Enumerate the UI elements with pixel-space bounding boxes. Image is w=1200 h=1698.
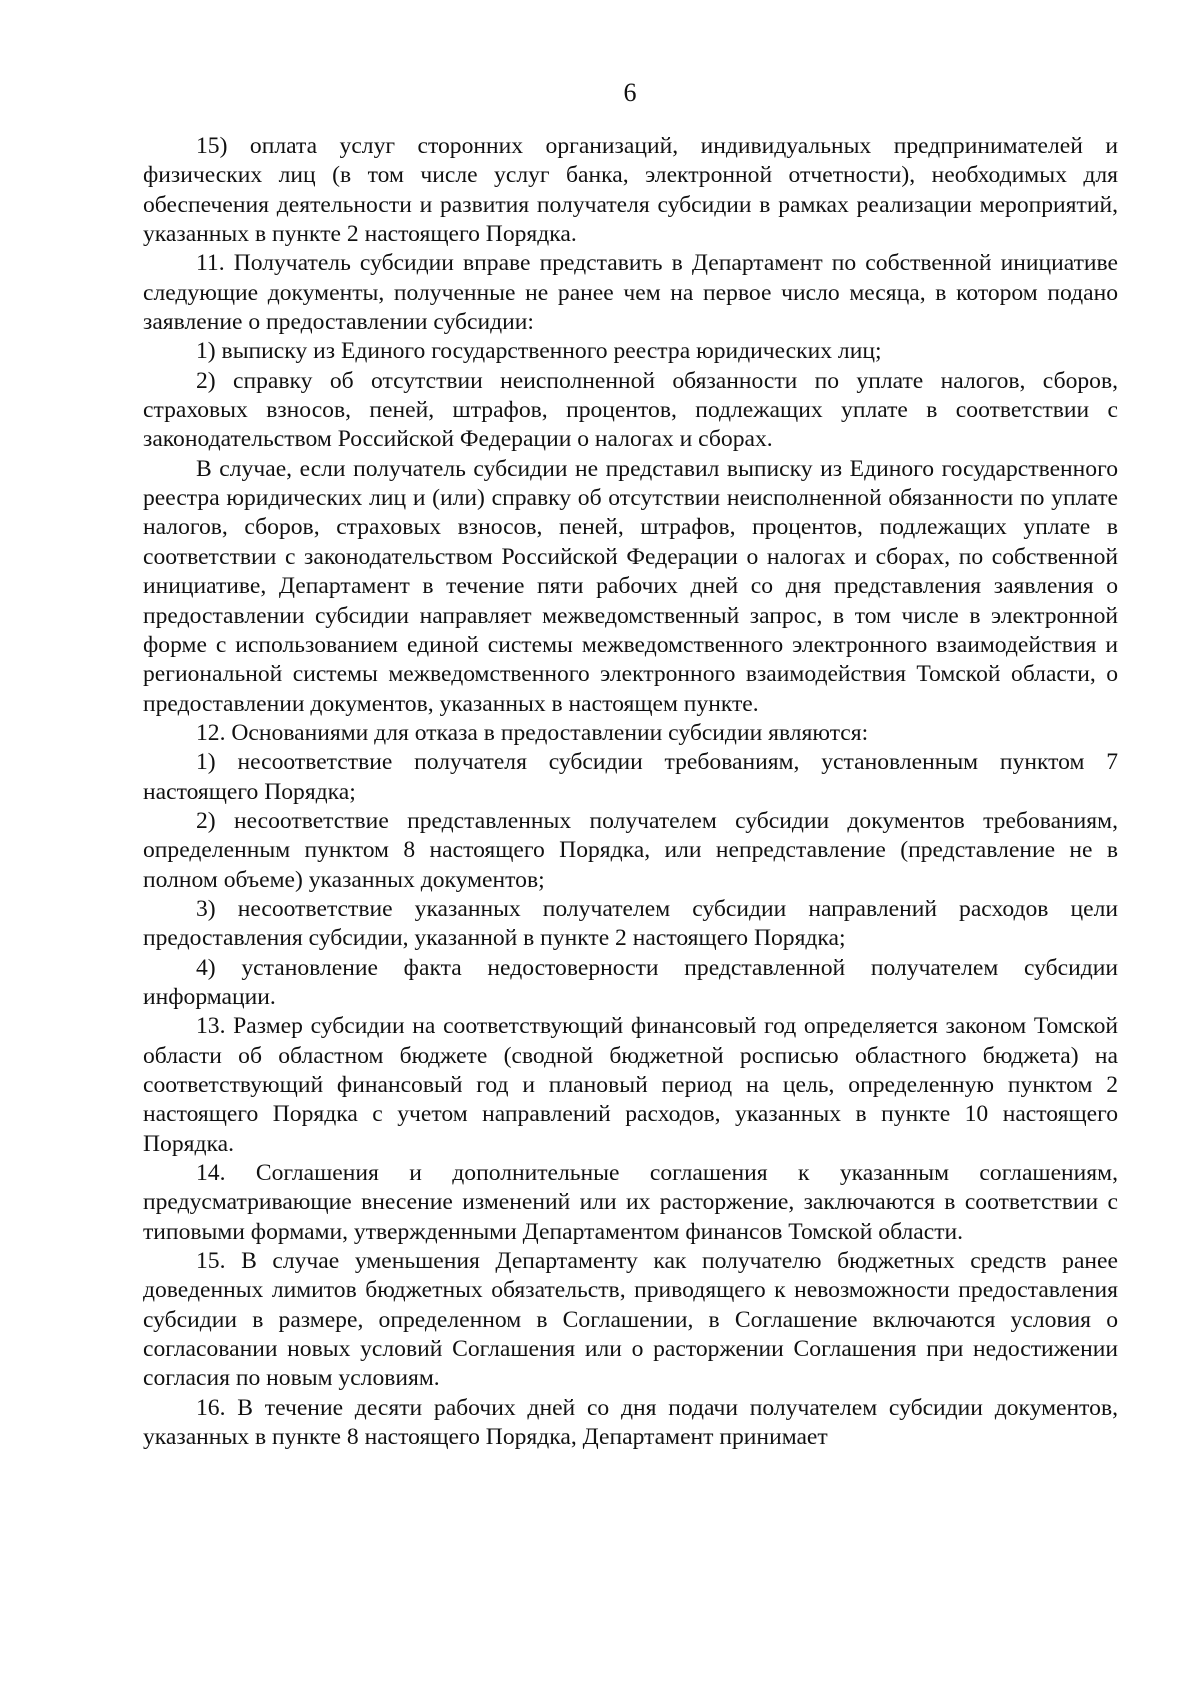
paragraph-clause-12-item-4: 4) установление факта недостоверности представленной получателем субсидии информации. (143, 954, 1118, 1010)
page-number: 6 (623, 78, 637, 107)
paragraph-item-15-services: 15) оплата услуг сторонних организаций, индивидуальных предпринимателей и физических лиц (в том числе услуг банка, электронной отчетности), необходимых для обеспечения деятельности и развития получателя субсидии в рамках реализации мероприятий, указанных в пункте 2 настоящего Порядка. (143, 133, 1118, 248)
paragraph-clause-13: 13. Размер субсидии на соответствующий финансовый год определяется законом Томской области об областном бюджете (сводной бюджетной росписью областного бюджета) на соответствующий финансовый год и плановый период на цель, определенную пунктом 2 настоящего Порядка с учетом направлений расходов, указанных в пункте 10 настоящего Порядка. (143, 1013, 1118, 1157)
paragraph-clause-12-item-1: 1) несоответствие получателя субсидии требованиям, установленным пунктом 7 настоящего Порядка; (143, 749, 1118, 805)
document-body (143, 132, 1118, 1452)
paragraph-clause-11: 11. Получатель субсидии вправе представить в Департамент по собственной инициативе следующие документы, полученные не ранее чем на первое число месяца, в котором подано заявление о предоставлении субсидии: (143, 250, 1118, 336)
paragraph-clause-11-item-1: 1) выписку из Единого государственного реестра юридических лиц; (196, 338, 882, 365)
paragraph-clause-15: 15. В случае уменьшения Департаменту как получателю бюджетных средств ранее доведенных лимитов бюджетных обязательств, приводящего к невозможности предоставления субсидии в размере, определенном в Соглашении, в Соглашение включаются условия о согласовании новых условий Соглашения или о расторжении Соглашения при недостижении согласия по новым условиям. (143, 1248, 1118, 1392)
paragraph-clause-12-item-3: 3) несоответствие указанных получателем субсидии направлений расходов цели предоставления субсидии, указанной в пункте 2 настоящего Порядка; (143, 895, 1118, 952)
paragraph-clause-16: 16. В течение десяти рабочих дней со дня подачи получателем субсидии документов, указанных в пункте 8 настоящего Порядка, Департамент принимает (143, 1394, 1118, 1451)
paragraph-clause-11-interagency-request: В случае, если получатель субсидии не представил выписку из Единого государственного реестра юридических лиц и (или) справку об отсутствии неисполненной обязанности по уплате налогов, сборов, страховых взносов, пеней, штрафов, процентов, подлежащих уплате в соответствии с законодательством Российской Федерации о налогах и сборах, по собственной инициативе, Департамент в течение пяти рабочих дней со дня представления заявления о предоставлении субсидии направляет межведомственный запрос, в том числе в электронной форме с использованием единой системы межведомственного электронного взаимодействия и региональной системы межведомственного электронного взаимодействия Томской области, о предоставлении документов, указанных в настоящем пункте. (143, 455, 1118, 717)
paragraph-clause-14: 14. Соглашения и дополнительные соглашения к указанным соглашениям, предусматривающие внесение изменений или их расторжение, заключаются в соответствии с типовыми формами, утвержденными Департаментом финансов Томской области. (143, 1160, 1118, 1245)
paragraph-clause-12-item-2: 2) несоответствие представленных получателем субсидии документов требованиям, определенным пунктом 8 настоящего Порядка, или непредставление (представление не в полном объеме) указанных документов; (143, 807, 1118, 893)
paragraph-clause-11-item-2: 2) справку об отсутствии неисполненной обязанности по уплате налогов, сборов, страховых взносов, пеней, штрафов, процентов, подлежащих уплате в соответствии с законодательством Российской Федерации о налогах и сборах. (143, 367, 1118, 453)
paragraph-clause-12: 12. Основаниями для отказа в предоставлении субсидии являются: (196, 719, 869, 746)
